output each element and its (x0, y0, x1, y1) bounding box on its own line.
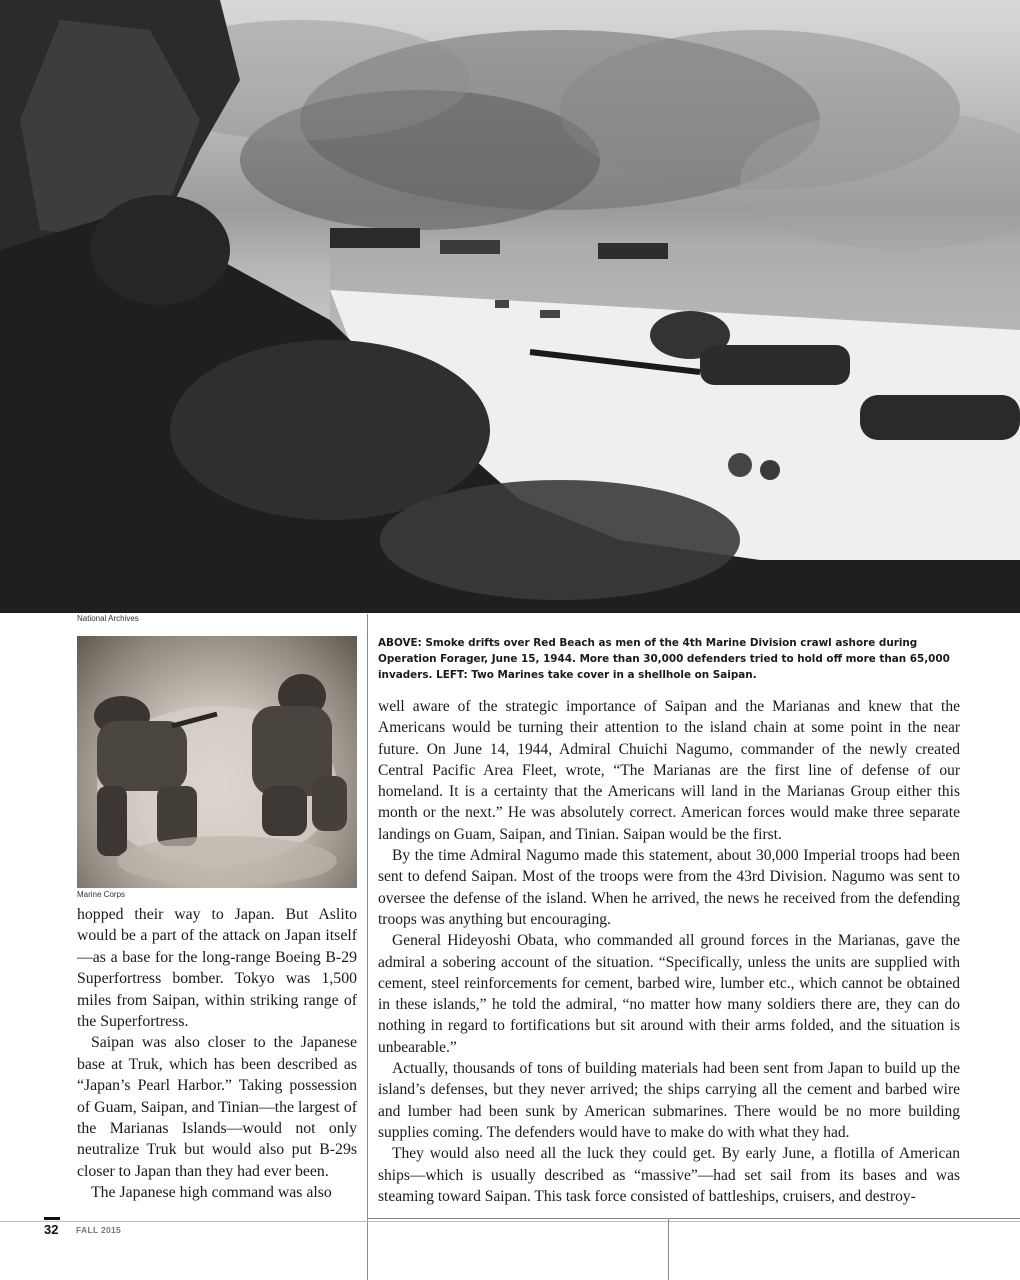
page-number-bar (44, 1217, 60, 1220)
hero-photo-red-beach (0, 0, 1020, 613)
paragraph: By the time Admiral Nagumo made this statement, about 30,000 Imperial troops had been sent to defend Saipan. Most of the troops were from the 43rd Division. Nagumo was sent to oversee the defense of the island. When he arrived, the news he received from the defending troops was anything but encouraging. (378, 847, 960, 928)
photo-credit-top: National Archives (77, 614, 139, 623)
footer-rule (367, 1218, 1020, 1219)
paragraph: Saipan was also closer to the Japanese base at Truk, which has been described as “Japan’s Pearl Harbor.” Taking possession of Guam, Saipan, and Tinian—the largest of the Marianas Islands—would not only neutralize Truk but would also put B-29s closer to Japan than they had ever been. (77, 1034, 357, 1180)
photo-caption: ABOVE: Smoke drifts over Red Beach as men of the 4th Marine Division crawl ashore during Operation Forager, June 15, 1944. More than 30,000 defenders tried to hold off more than 65,000 invaders. LEFT: Two Marines take cover in a shellhole on Saipan. (378, 637, 950, 681)
paragraph: Actually, thousands of tons of building materials had been sent from Japan to build up the island’s defenses, but they never arrived; the ships carrying all the cement and barbed wire and lumber had been sunk by American submarines. There would be no more building supplies coming. The defenders would have to make do with what they had. (378, 1060, 960, 1141)
paragraph: The Japanese high command was also (91, 1184, 332, 1202)
paragraph: well aware of the strategic importance of Saipan and the Marianas and knew that the Americans would be turning their attention to the island chain at some point in the near future. On June 14, 1944, Admiral Chuichi Nagumo, commander of the newly created Central Pacific Area Fleet, wrote, “The Marianas are the first line of defense of our homeland. It is a certainty that the Americans will land in the Marianas Group either this month or the next.” He was absolutely correct. American forces would make three separate landings on Guam, Saipan, and Tinian. Saipan would be the first. (378, 698, 960, 843)
article-column-left (77, 904, 357, 1204)
footer-rule-full (0, 1221, 1020, 1222)
paragraph: They would also need all the luck they could get. By early June, a flotilla of American ships—which is usually described as “massive”—had set sail from its bases and was steaming toward Saipan. This task force consisted of battleships, cruisers, and destroy- (378, 1145, 960, 1205)
inset-photo-shellhole (77, 636, 357, 888)
photo-credit-left: Marine Corps (77, 890, 126, 899)
article-column-right (378, 696, 960, 1207)
page-number: 32 (44, 1222, 59, 1237)
paragraph: hopped their way to Japan. But Aslito would be a part of the attack on Japan itself—as a base for the long-range Boeing B-29 Superfortress bomber. Tokyo was 1,500 miles from Saipan, within striking range of the Superfortress. (77, 906, 357, 1031)
hero-photo-illustration (0, 0, 1020, 613)
footer-divider (668, 1218, 669, 1280)
column-divider (367, 614, 368, 1280)
issue-label: FALL 2015 (76, 1225, 122, 1235)
paragraph: General Hideyoshi Obata, who commanded all ground forces in the Marianas, gave the admiral a sobering account of the situation. “Specifically, unless the units are supplied with cement, steel reinforcements for cement, barbed wire, lumber etc., which cannot be obtained in these islands,” he told the admiral, “no matter how many soldiers there are, they can do nothing in regard to fortifications but sit around with their arms folded, and the situation is unbearable.” (378, 932, 960, 1056)
inset-photo-illustration (77, 636, 357, 888)
